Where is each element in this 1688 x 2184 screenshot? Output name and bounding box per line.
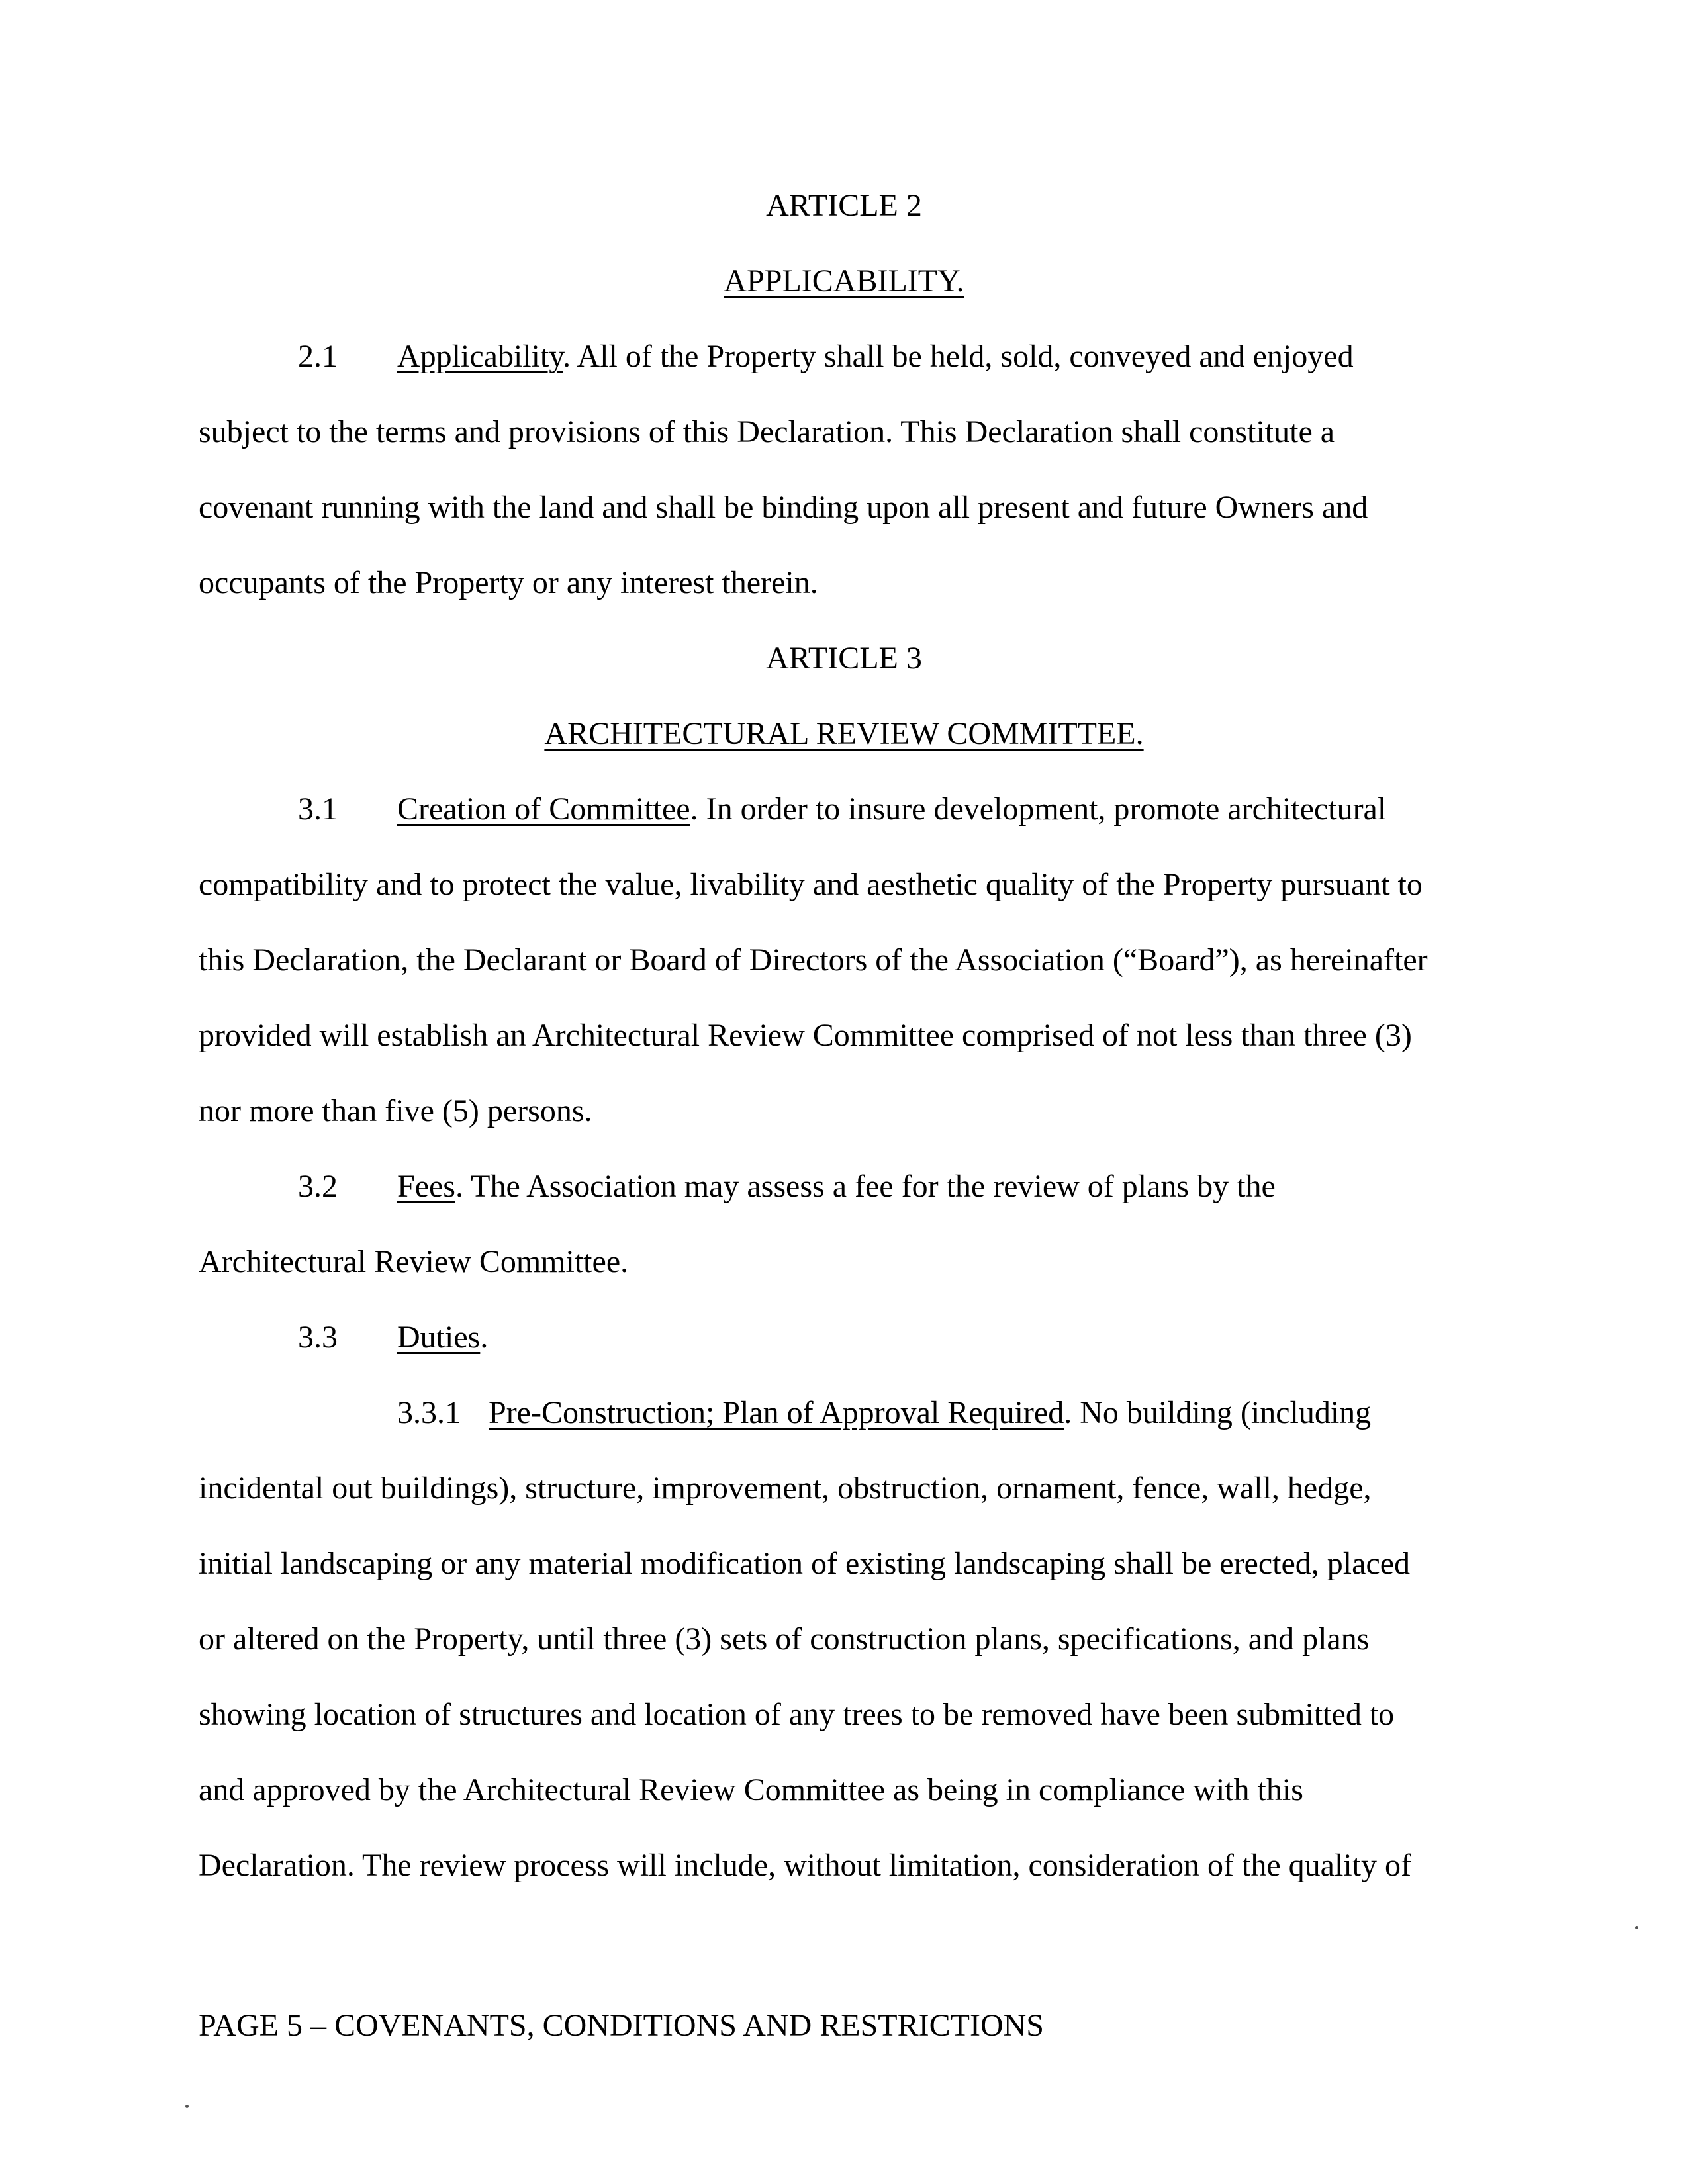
section-3-1-number: 3.1: [298, 792, 338, 827]
section-3-1-line-4: provided will establish an Architectural Review Committee comprised of not less than three (3): [199, 1018, 1412, 1053]
section-3-3-1-line-2: incidental out buildings), structure, improvement, obstruction, ornament, fence, wall, hedge,: [199, 1471, 1372, 1506]
section-3-1-caption: Creation of Committee: [397, 792, 690, 827]
section-3-2-line-1: [298, 1167, 1276, 1206]
section-3-2-caption: Fees: [397, 1169, 455, 1204]
section-3-1-line-1: [298, 790, 1386, 829]
section-3-3-caption: Duties: [397, 1320, 481, 1355]
section-3-3-1-line-5: showing location of structures and location of any trees to be removed have been submitted to: [199, 1697, 1395, 1732]
section-3-3-line-1: [298, 1318, 488, 1357]
section-3-3-caption-period: .: [480, 1320, 489, 1355]
section-3-3-1-line-6: and approved by the Architectural Review Committee as being in compliance with this: [199, 1772, 1303, 1807]
article-3-title: [0, 715, 1688, 753]
section-2-1-line-4: occupants of the Property or any interest therein.: [199, 565, 818, 600]
section-3-1-text: . In order to insure development, promote architectural: [690, 792, 1387, 827]
section-3-3-number: 3.3: [298, 1320, 338, 1355]
article-3-heading: ARTICLE 3: [766, 641, 922, 676]
section-3-3-1-line-4: or altered on the Property, until three (3) sets of construction plans, specifications, and plans: [199, 1621, 1370, 1657]
article-2-title: [0, 262, 1688, 300]
section-3-1-line-2: compatibility and to protect the value, livability and aesthetic quality of the Property pursuant to: [199, 867, 1423, 902]
section-2-1-line-2: subject to the terms and provisions of this Declaration. This Declaration shall constitute a: [199, 414, 1335, 449]
page-footer: PAGE 5 – COVENANTS, CONDITIONS AND RESTRICTIONS: [199, 2008, 1044, 2043]
section-3-3-1-line-3: initial landscaping or any material modification of existing landscaping shall be erected, placed: [199, 1546, 1411, 1581]
section-2-1-number: 2.1: [298, 339, 338, 374]
section-3-2-line-2: Architectural Review Committee.: [199, 1244, 629, 1279]
section-3-3-1-number: 3.3.1: [397, 1395, 461, 1430]
section-3-2-number: 3.2: [298, 1169, 338, 1204]
section-3-3-1-line-7: Declaration. The review process will include, without limitation, consideration of the quality of: [199, 1848, 1411, 1883]
section-3-1-line-5: nor more than five (5) persons.: [199, 1093, 592, 1128]
section-3-2-text: . The Association may assess a fee for the review of plans by the: [455, 1169, 1276, 1204]
section-3-3-1-caption: Pre-Construction; Plan of Approval Required: [489, 1395, 1064, 1430]
section-3-3-1-text: . No building (including: [1064, 1395, 1372, 1430]
scan-speck: [1635, 1926, 1638, 1929]
section-2-1-line-1: [298, 338, 1354, 376]
section-3-3-1-line-1: [397, 1394, 1371, 1432]
scan-speck: [185, 2105, 189, 2108]
section-2-1-caption: Applicability: [397, 339, 563, 374]
section-2-1-text: . All of the Property shall be held, sold, conveyed and enjoyed: [563, 339, 1354, 374]
section-2-1-line-3: covenant running with the land and shall be binding upon all present and future Owners and: [199, 490, 1368, 525]
article-2-title-text: APPLICABILITY.: [724, 263, 964, 298]
section-3-1-line-3: this Declaration, the Declarant or Board of Directors of the Association (“Board”), as hereinafter: [199, 942, 1428, 978]
article-2-heading: ARTICLE 2: [766, 188, 922, 223]
article-3-title-text: ARCHITECTURAL REVIEW COMMITTEE.: [544, 716, 1144, 751]
